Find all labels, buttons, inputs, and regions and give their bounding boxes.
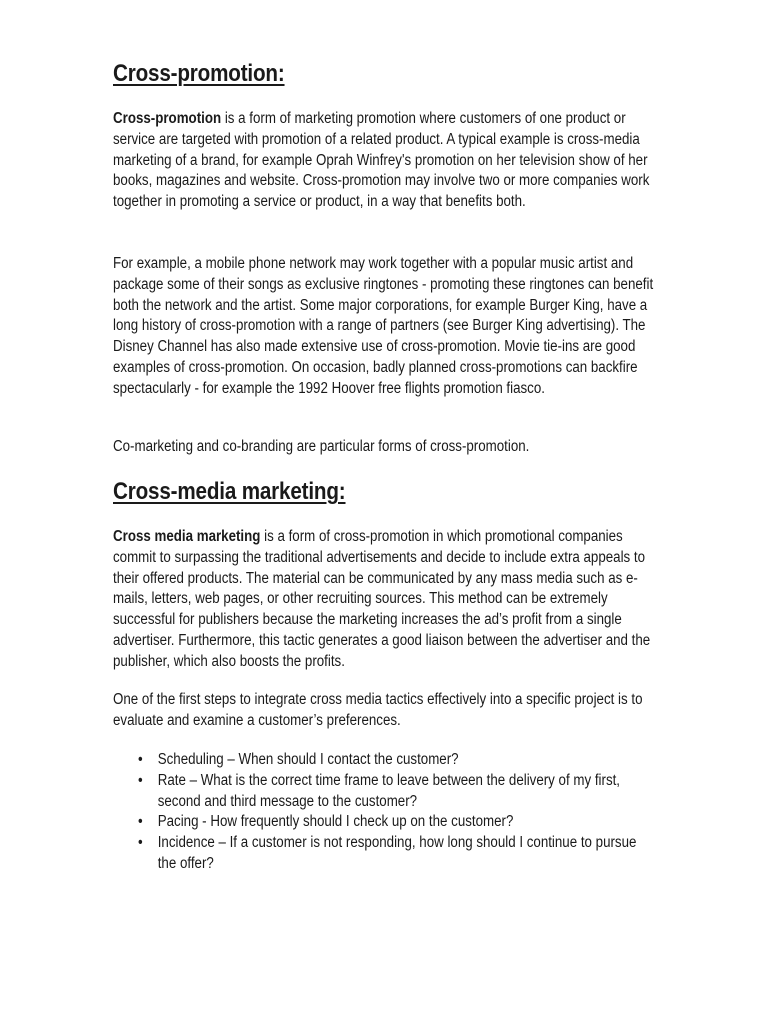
bullet-icon: • [137,771,143,789]
list-item-text: Rate – What is the correct time frame to leave between the delivery of my first, second and third message to the customer? [157,771,621,810]
list-item [113,750,658,771]
list-item [113,833,658,875]
bullet-icon: • [137,813,143,831]
list-item [113,812,658,833]
section-heading-cross-promotion: Cross-promotion: [113,60,285,87]
bold-term-cross-promotion: Cross-promotion [113,110,222,127]
bold-term-cross-media-marketing: Cross media marketing [113,528,261,545]
paragraph-first-steps: One of the first steps to integrate cross media tactics effectively into a specific project is to evaluate and examine a customer’s preferences. [113,691,643,729]
section-heading-cross-media-marketing: Cross-media marketing: [113,478,346,505]
bullet-list-considerations [113,750,658,875]
bullet-icon: • [137,751,143,768]
list-item-text: Pacing - How frequently should I check up on the customer? [157,813,514,831]
list-item-text: Incidence – If a customer is not responding, how long should I continue to pursue the offer? [157,834,637,872]
bullet-icon: • [137,834,143,852]
paragraph-cross-promotion-example: For example, a mobile phone network may work together with a popular music artist and package some of their songs as exclusive ringtones - promoting these ringtones can benefit both the network and the artist. Some major corporations, for example Burger King, have a long history of cross-promotion with a range of partners (see Burger King advertising). The Disney Channel has also made extensive use of cross-promotion. Movie tie-ins are good examples of cross-promotion. On occasion, badly planned cross-promotions can backfire spectacularly - for example the 1992 Hoover free flights promotion fiasco. [113,255,654,397]
paragraph-text: is a form of cross-promotion in which promotional companies commit to surpassing the traditional advertisements and decide to include extra appeals to their offered products. The material can be communicated by any mass media such as e-mails, letters, web pages, or other recruiting sources. This method can be extremely successful for publishers because the marketing increases the ad’s profit from a single advertiser. Furthermore, this tactic generates a good liaison between the advertiser and the publisher, which also boosts the profits. [113,528,651,670]
paragraph-cross-promotion-definition [113,109,658,213]
paragraph-co-marketing: Co-marketing and co-branding are particular forms of cross-promotion. [113,438,530,455]
list-item [113,771,658,813]
paragraph-text: is a form of marketing promotion where customers of one product or service are targeted with promotion of a related product. A typical example is cross-media marketing of a brand, for example Oprah Winfrey's promotion on her television show of her books, magazines and website. Cross-promotion may involve two or more companies work together in promoting a service or product, in a way that benefits both. [113,110,650,211]
paragraph-cross-media-definition [113,527,658,673]
list-item-text: Scheduling – When should I contact the customer? [157,751,459,768]
